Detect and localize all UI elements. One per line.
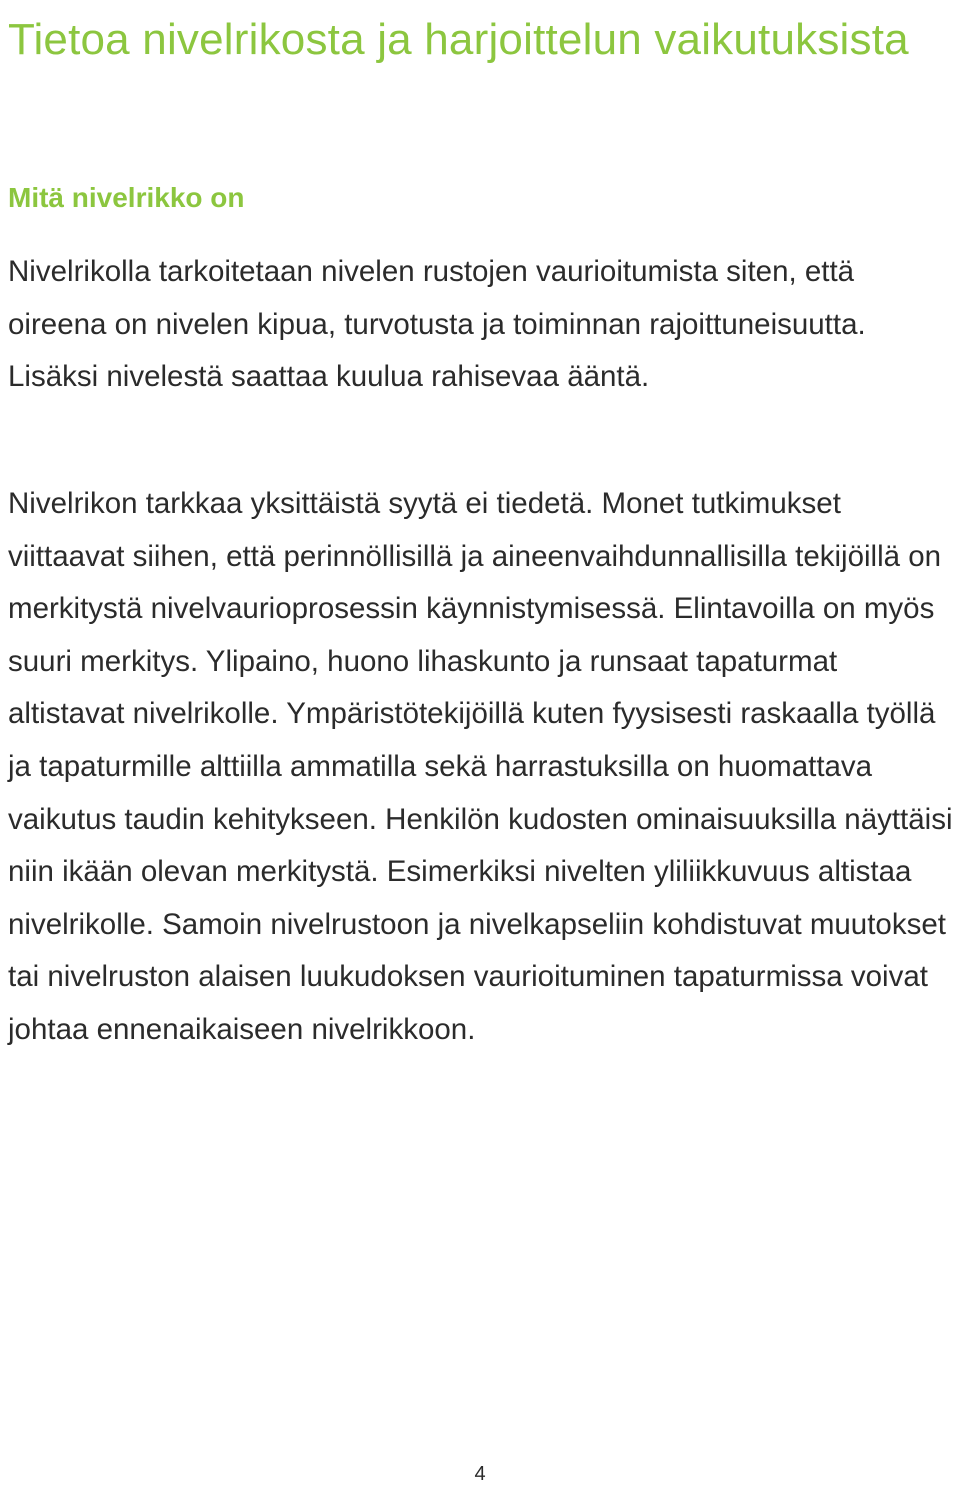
page-title: Tietoa nivelrikosta ja harjoittelun vaikutuksista xyxy=(8,15,909,64)
body-paragraph-2: Nivelrikon tarkkaa yksittäistä syytä ei tiedetä. Monet tutkimukset viittaavat siihen, että perinnöllisillä ja aineenvaihdunnallisilla tekijöillä on merkitystä nivelvaurioprosessin käynnistymisessä. Elintavoilla on myös suuri merkitys. Ylipaino, huono lihaskunto ja runsaat tapaturmat altistavat nivelrikolle. Ympäristötekijöillä kuten fyysisesti raskaalla työllä ja tapaturmille alttiilla ammatilla sekä harrastuksilla on huomattava vaikutus taudin kehitykseen. Henkilön kudosten ominaisuuksilla näyttäisi niin ikään olevan merkitystä. Esimerkiksi nivelten yliliikkuvuus altistaa nivelrikolle. Samoin nivelrustoon ja nivelkapseliin kohdistuvat muutokset tai nivelruston alaisen luukudoksen vaurioituminen tapaturmissa voivat johtaa ennenaikaiseen nivelrikkoon. xyxy=(8,487,953,1046)
body-paragraph-1: Nivelrikolla tarkoitetaan nivelen rustojen vaurioitumista siten, että oireena on nivelen kipua, turvotusta ja toiminnan rajoittuneisuutta. Lisäksi nivelestä saattaa kuulua rahisevaa ääntä. xyxy=(8,255,866,394)
section-heading: Mitä nivelrikko on xyxy=(8,182,245,213)
page-number: 4 xyxy=(474,1463,486,1485)
